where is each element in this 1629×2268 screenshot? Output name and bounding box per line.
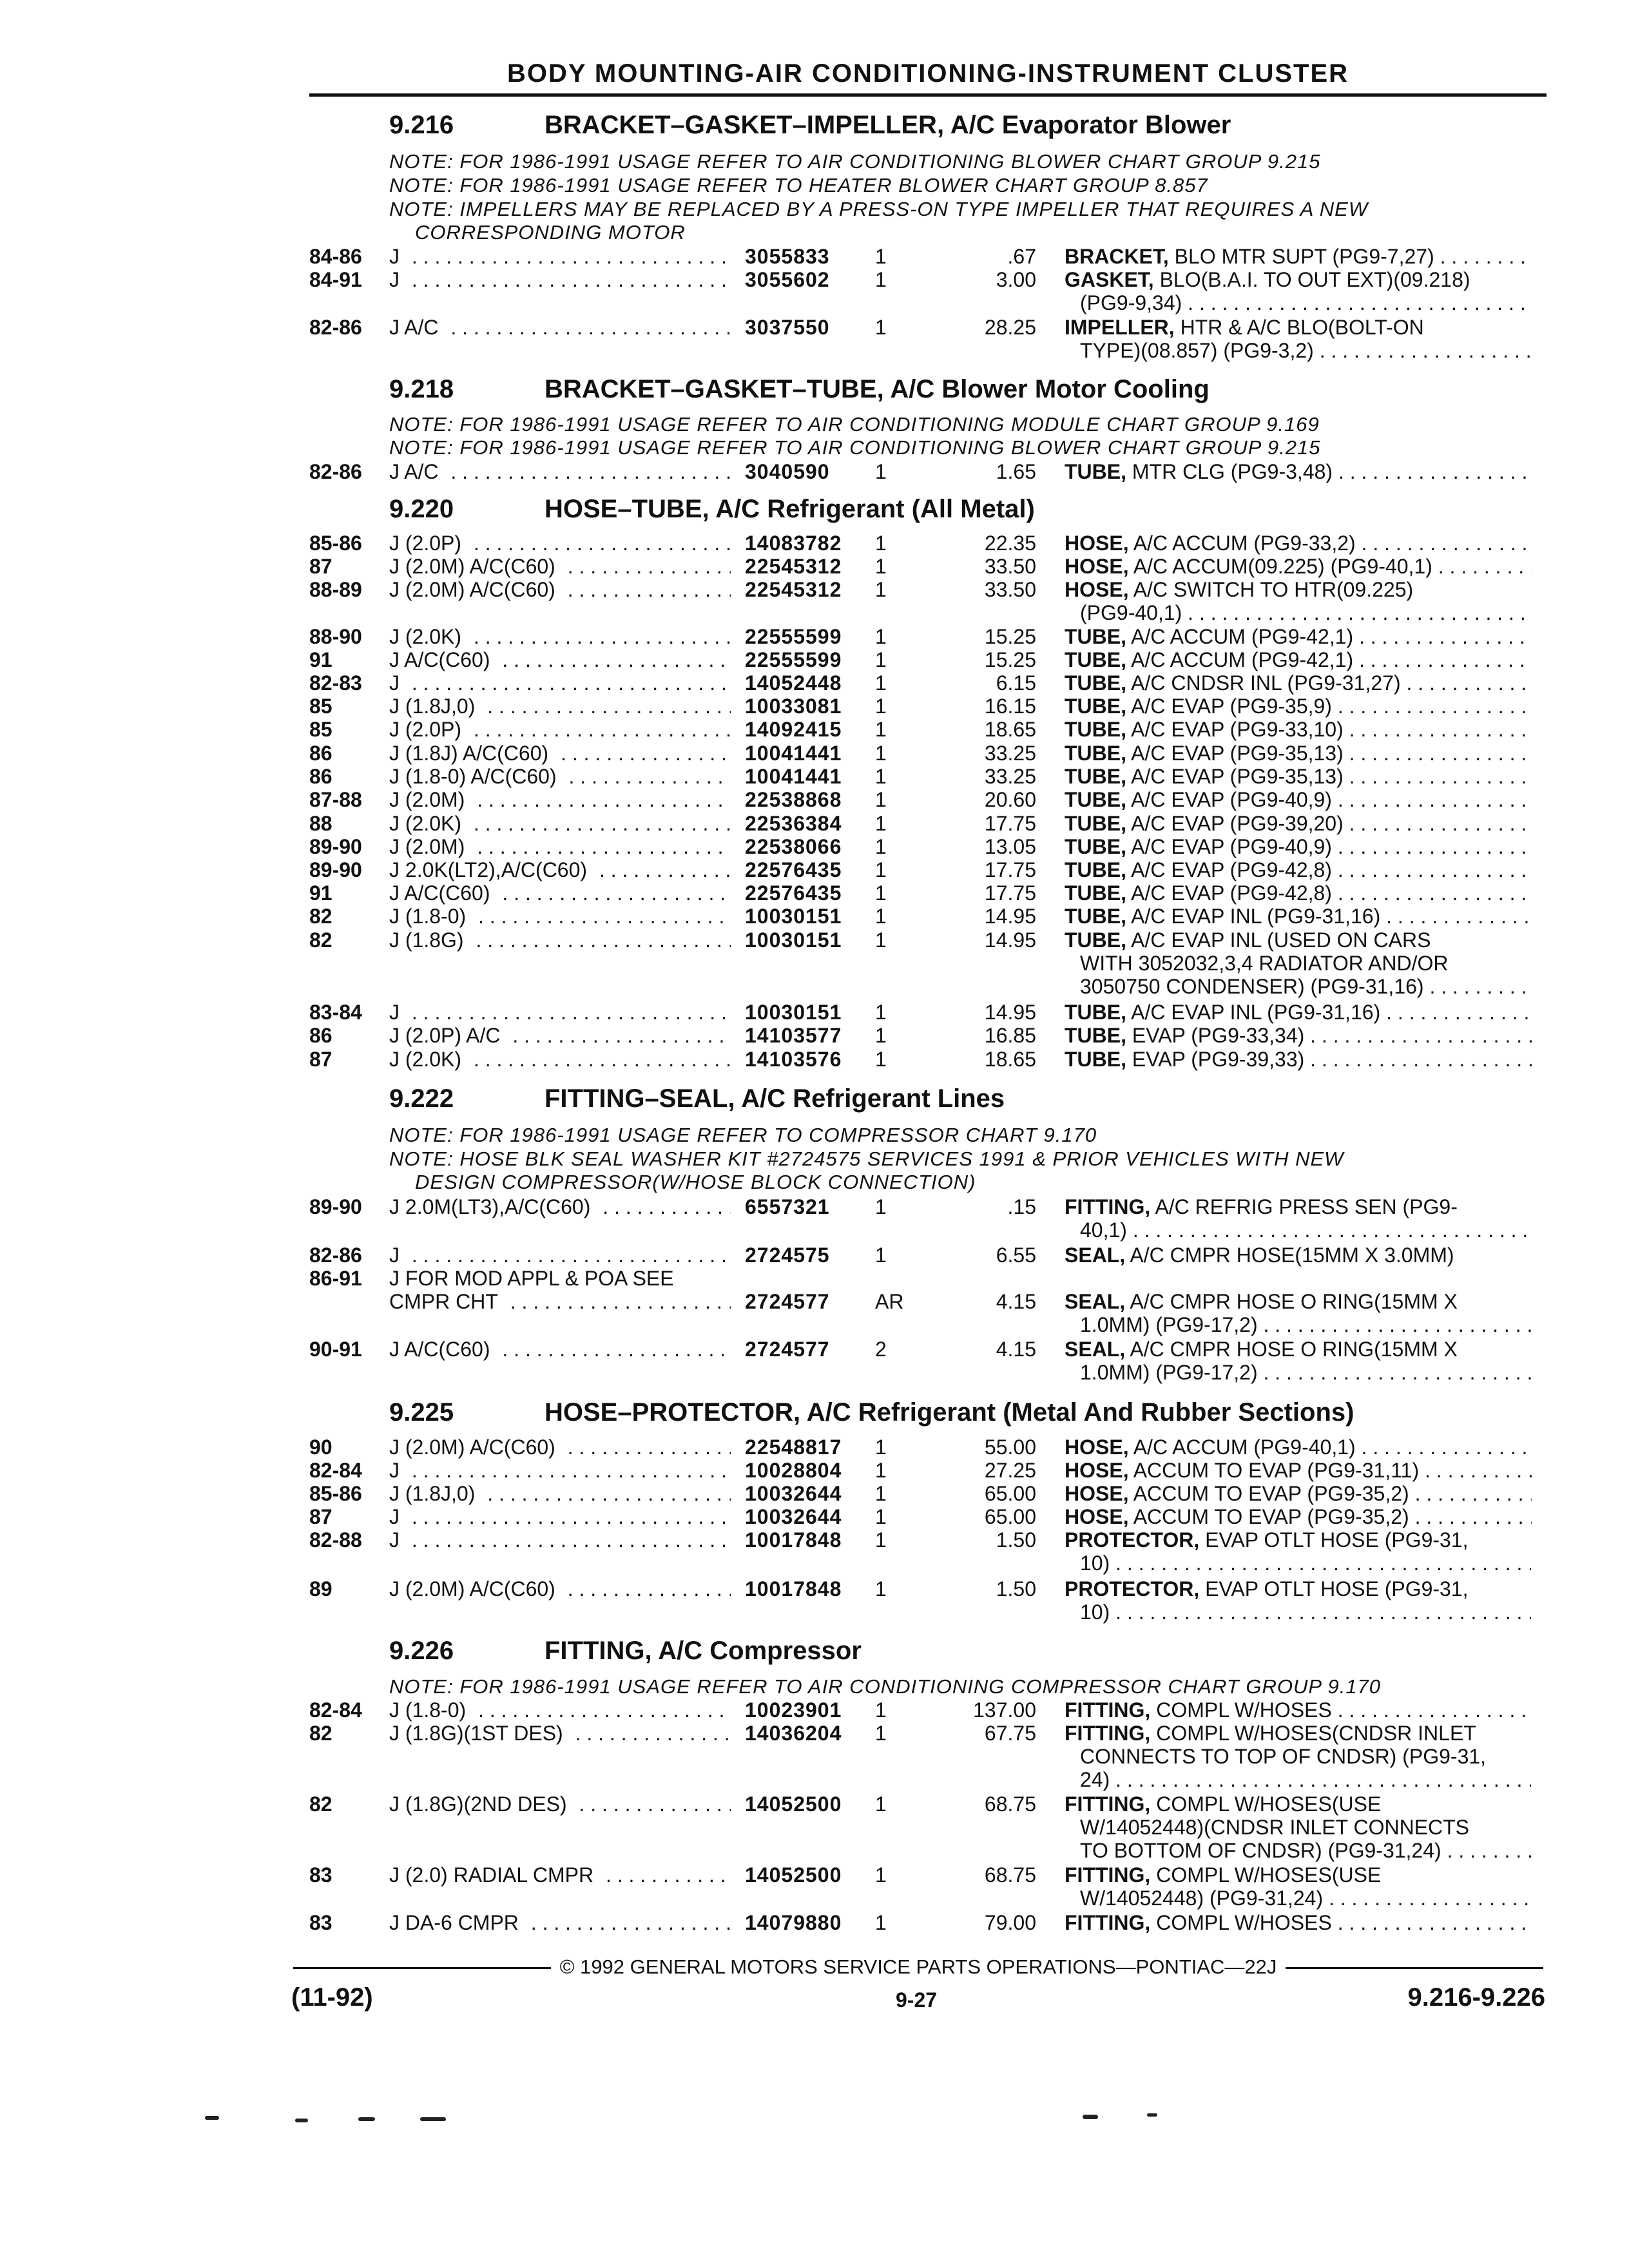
price: 28.25	[984, 316, 1036, 339]
section-number: 9.222	[389, 1084, 454, 1113]
part-number: 10030151	[745, 928, 842, 952]
year-range: 86	[309, 765, 333, 788]
quantity: 1	[875, 532, 887, 555]
model: J (2.0M) . . .	[389, 788, 731, 811]
description: TUBE, A/C ACCUM (PG9-42,1) . . .	[1065, 648, 1532, 671]
part-number: 10041441	[745, 742, 842, 765]
part-number: 22576435	[745, 858, 842, 881]
description: TUBE, MTR CLG (PG9-3,48) . . .	[1065, 460, 1532, 483]
description-continued: WITH 3052032,3,4 RADIATOR AND/OR	[1080, 952, 1449, 975]
year-range: 90-91	[309, 1338, 362, 1361]
year-range: 87	[309, 1048, 333, 1071]
year-range: 82-84	[309, 1459, 362, 1482]
model: J . . .	[389, 1505, 731, 1528]
model: J (2.0P) A/C . . .	[389, 1024, 731, 1047]
part-number: 10032644	[745, 1482, 842, 1505]
model: J (2.0M) . . .	[389, 835, 731, 858]
price: 33.50	[984, 555, 1036, 578]
description: TUBE, EVAP (PG9-33,34) . . .	[1065, 1024, 1532, 1047]
part-number: 10028804	[745, 1459, 842, 1482]
model: J . . .	[389, 1459, 731, 1482]
description: HOSE, ACCUM TO EVAP (PG9-35,2) . . .	[1065, 1482, 1532, 1505]
quantity: 1	[875, 835, 887, 858]
description: BRACKET, BLO MTR SUPT (PG9-7,27) . . .	[1065, 245, 1532, 268]
description-continued: (PG9-40,1) . . .	[1080, 601, 1531, 624]
description: TUBE, A/C EVAP (PG9-39,20) . . .	[1065, 812, 1532, 835]
year-range: 87	[309, 1505, 333, 1528]
quantity: 1	[875, 1459, 887, 1482]
description: FITTING, A/C REFRIG PRESS SEN (PG9-	[1065, 1195, 1458, 1218]
model: J A/C(C60) . . .	[389, 648, 731, 671]
year-range: 85-86	[309, 532, 362, 555]
price: 20.60	[984, 788, 1036, 811]
quantity: 1	[875, 1482, 887, 1505]
price: 14.95	[984, 905, 1036, 928]
year-range: 91	[309, 648, 333, 671]
model: J (2.0M) A/C(C60) . . .	[389, 578, 731, 601]
description: GASKET, BLO(B.A.I. TO OUT EXT)(09.218)	[1065, 268, 1470, 291]
section-title: HOSE–TUBE, A/C Refrigerant (All Metal)	[545, 495, 1035, 523]
quantity: 1	[875, 812, 887, 835]
price: 6.55	[996, 1244, 1036, 1267]
page-header: BODY MOUNTING-AIR CONDITIONING-INSTRUMENT CLUSTER	[506, 59, 1349, 88]
year-range: 82	[309, 905, 333, 928]
part-number: 22555599	[745, 648, 842, 671]
quantity: 1	[875, 1001, 887, 1024]
part-number: 3055602	[745, 268, 830, 291]
price: 33.25	[984, 742, 1036, 765]
year-range: 89-90	[309, 835, 362, 858]
year-range: 84-91	[309, 268, 362, 291]
quantity: 2	[875, 1338, 887, 1361]
description: TUBE, A/C CNDSR INL (PG9-31,27) . . .	[1065, 671, 1532, 695]
note: NOTE: FOR 1986-1991 USAGE REFER TO AIR CONDITIONING COMPRESSOR CHART GROUP 9.170	[389, 1675, 1382, 1698]
year-range: 83-84	[309, 1001, 362, 1024]
part-number: 14052448	[745, 671, 842, 695]
model: J A/C(C60) . . .	[389, 881, 731, 905]
price: 15.25	[984, 625, 1036, 648]
model: J (1.8G)(2ND DES) . . .	[389, 1792, 731, 1816]
model: J . . .	[389, 1528, 731, 1552]
price: 55.00	[984, 1436, 1036, 1459]
section-number: 9.226	[389, 1637, 454, 1665]
quantity: 1	[875, 881, 887, 905]
model: J (1.8J) A/C(C60) . . .	[389, 742, 731, 765]
scan-smudge	[1147, 2113, 1157, 2117]
price: 68.75	[984, 1792, 1036, 1816]
price: 14.95	[984, 1001, 1036, 1024]
model: J (2.0M) A/C(C60) . . .	[389, 1577, 731, 1600]
description: PROTECTOR, EVAP OTLT HOSE (PG9-31,	[1065, 1528, 1469, 1552]
scan-smudge	[205, 2116, 219, 2120]
description: HOSE, A/C ACCUM(09.225) (PG9-40,1) . . .	[1065, 555, 1532, 578]
quantity: 1	[875, 578, 887, 601]
price: 15.25	[984, 648, 1036, 671]
model: J (2.0P) . . .	[389, 718, 731, 741]
quantity: 1	[875, 1698, 887, 1722]
year-range: 88	[309, 812, 333, 835]
description: FITTING, COMPL W/HOSES . . .	[1065, 1698, 1532, 1722]
price: 3.00	[996, 268, 1036, 291]
part-number: 10017848	[745, 1577, 842, 1600]
note: NOTE: FOR 1986-1991 USAGE REFER TO AIR CONDITIONING MODULE CHART GROUP 9.169	[389, 413, 1320, 436]
description: FITTING, COMPL W/HOSES . . .	[1065, 1911, 1532, 1934]
year-range: 82-83	[309, 671, 362, 695]
description: TUBE, A/C EVAP INL (PG9-31,16) . . .	[1065, 1001, 1532, 1024]
quantity: 1	[875, 671, 887, 695]
price: 18.65	[984, 718, 1036, 741]
model: J (1.8G)(1ST DES) . . .	[389, 1722, 731, 1745]
price: 4.15	[996, 1290, 1036, 1313]
model: J . . .	[389, 245, 731, 268]
price: 65.00	[984, 1505, 1036, 1528]
model: J 2.0M(LT3),A/C(C60) . . .	[389, 1195, 731, 1218]
price: 1.65	[996, 460, 1036, 483]
price: 68.75	[984, 1863, 1036, 1887]
price: .15	[1007, 1195, 1036, 1218]
quantity: 1	[875, 625, 887, 648]
price: 14.95	[984, 928, 1036, 952]
part-number: 3037550	[745, 316, 830, 339]
section-title: FITTING, A/C Compressor	[545, 1637, 862, 1665]
year-range: 82	[309, 928, 333, 952]
price: 18.65	[984, 1048, 1036, 1071]
model: J (2.0P) . . .	[389, 532, 731, 555]
price: 4.15	[996, 1338, 1036, 1361]
price: 137.00	[973, 1698, 1036, 1722]
year-range: 91	[309, 881, 333, 905]
quantity: 1	[875, 648, 887, 671]
year-range: 82-86	[309, 316, 362, 339]
year-range: 84-86	[309, 245, 362, 268]
price: 79.00	[984, 1911, 1036, 1934]
note: NOTE: IMPELLERS MAY BE REPLACED BY A PRESS-ON TYPE IMPELLER THAT REQUIRES A NEW	[389, 198, 1369, 220]
part-number: 2724577	[745, 1338, 830, 1361]
scan-smudge	[295, 2119, 308, 2122]
note: CORRESPONDING MOTOR	[415, 221, 686, 244]
header-rule	[309, 93, 1547, 97]
note: NOTE: FOR 1986-1991 USAGE REFER TO HEATER BLOWER CHART GROUP 8.857	[389, 174, 1208, 197]
model: J (2.0K) . . .	[389, 1048, 731, 1071]
quantity: 1	[875, 1024, 887, 1047]
section-number: 9.218	[389, 375, 454, 403]
year-range: 85-86	[309, 1482, 362, 1505]
year-range: 89-90	[309, 1195, 362, 1218]
description: TUBE, A/C EVAP (PG9-35,13) . . .	[1065, 742, 1532, 765]
part-number: 3055833	[745, 245, 830, 268]
footer-page-number: 9-27	[896, 1988, 938, 2012]
model: J A/C . . .	[389, 316, 731, 339]
description: HOSE, ACCUM TO EVAP (PG9-31,11) . . .	[1065, 1459, 1532, 1482]
scan-smudge	[420, 2117, 446, 2121]
footer-copyright: © 1992 GENERAL MOTORS SERVICE PARTS OPERATIONS—PONTIAC—22J	[293, 1956, 1543, 1979]
model: J (1.8-0) . . .	[389, 905, 731, 928]
part-number: 22545312	[745, 555, 842, 578]
quantity: 1	[875, 765, 887, 788]
description: HOSE, ACCUM TO EVAP (PG9-35,2) . . .	[1065, 1505, 1532, 1528]
model: J . . .	[389, 1001, 731, 1024]
quantity: 1	[875, 1911, 887, 1934]
description-continued: 1.0MM) (PG9-17,2) . . .	[1080, 1361, 1531, 1384]
part-number: 14079880	[745, 1911, 842, 1934]
model: J (2.0M) A/C(C60) . . .	[389, 555, 731, 578]
year-range: 88-89	[309, 578, 362, 601]
model: J (1.8-0) A/C(C60) . . .	[389, 765, 731, 788]
model: J . . .	[389, 671, 731, 695]
year-range: 86	[309, 1024, 333, 1047]
note: DESIGN COMPRESSOR(W/HOSE BLOCK CONNECTION)	[415, 1171, 976, 1193]
description: TUBE, A/C EVAP (PG9-40,9) . . .	[1065, 835, 1532, 858]
part-number: 10032644	[745, 1505, 842, 1528]
quantity: 1	[875, 268, 887, 291]
description-continued: 3050750 CONDENSER) (PG9-31,16) . . .	[1080, 975, 1531, 998]
year-range: 83	[309, 1911, 333, 1934]
quantity: 1	[875, 555, 887, 578]
description: TUBE, A/C ACCUM (PG9-42,1) . . .	[1065, 625, 1532, 648]
description: TUBE, A/C EVAP INL (PG9-31,16) . . .	[1065, 905, 1532, 928]
part-number: 10023901	[745, 1698, 842, 1722]
description-continued: 40,1) . . .	[1080, 1218, 1531, 1242]
scan-smudge	[1083, 2115, 1098, 2119]
price: 33.50	[984, 578, 1036, 601]
price: 67.75	[984, 1722, 1036, 1745]
scan-smudge	[358, 2117, 375, 2121]
part-number: 10030151	[745, 905, 842, 928]
year-range: 83	[309, 1863, 333, 1887]
price: 6.15	[996, 671, 1036, 695]
part-number: 22538066	[745, 835, 842, 858]
description: TUBE, A/C EVAP (PG9-42,8) . . .	[1065, 858, 1532, 881]
model: J A/C . . .	[389, 460, 731, 483]
quantity: 1	[875, 695, 887, 718]
description: TUBE, A/C EVAP (PG9-35,13) . . .	[1065, 765, 1532, 788]
quantity: 1	[875, 1436, 887, 1459]
model: J . . .	[389, 1244, 731, 1267]
quantity: 1	[875, 928, 887, 952]
model: J (1.8-0) . . .	[389, 1698, 731, 1722]
model: J . . .	[389, 268, 731, 291]
section-title: BRACKET–GASKET–IMPELLER, A/C Evaporator Blower	[545, 111, 1231, 139]
quantity: 1	[875, 1505, 887, 1528]
description: TUBE, A/C EVAP (PG9-35,9) . . .	[1065, 695, 1532, 718]
description: SEAL, A/C CMPR HOSE O RING(15MM X	[1065, 1290, 1458, 1313]
description: TUBE, A/C EVAP INL (USED ON CARS	[1065, 928, 1431, 952]
description: TUBE, A/C EVAP (PG9-42,8) . . .	[1065, 881, 1532, 905]
quantity: 1	[875, 1722, 887, 1745]
description-continued: W/14052448) (PG9-31,24) . . .	[1080, 1887, 1531, 1910]
part-number: 10033081	[745, 695, 842, 718]
note: NOTE: FOR 1986-1991 USAGE REFER TO AIR CONDITIONING BLOWER CHART GROUP 9.215	[389, 150, 1321, 173]
model-continued: CMPR CHT . . .	[389, 1290, 731, 1313]
description-continued: 10) . . .	[1080, 1552, 1531, 1575]
section-number: 9.225	[389, 1398, 454, 1427]
model: J DA-6 CMPR . . .	[389, 1911, 731, 1934]
quantity: 1	[875, 1048, 887, 1071]
description: HOSE, A/C SWITCH TO HTR(09.225)	[1065, 578, 1414, 601]
quantity: 1	[875, 1863, 887, 1887]
year-range: 82-88	[309, 1528, 362, 1552]
quantity: 1	[875, 316, 887, 339]
footer-date-code: (11-92)	[291, 1983, 373, 2012]
part-number: 22576435	[745, 881, 842, 905]
price: 16.85	[984, 1024, 1036, 1047]
price: 65.00	[984, 1482, 1036, 1505]
model: J (2.0K) . . .	[389, 812, 731, 835]
quantity: 1	[875, 460, 887, 483]
note: NOTE: HOSE BLK SEAL WASHER KIT #2724575 SERVICES 1991 & PRIOR VEHICLES WITH NEW	[389, 1148, 1344, 1170]
description: HOSE, A/C ACCUM (PG9-33,2) . . .	[1065, 532, 1532, 555]
description-continued: 1.0MM) (PG9-17,2) . . .	[1080, 1313, 1531, 1336]
year-range: 89-90	[309, 858, 362, 881]
model: J (1.8J,0) . . .	[389, 695, 731, 718]
model: J A/C(C60) . . .	[389, 1338, 731, 1361]
price: 1.50	[996, 1577, 1036, 1600]
model: J (2.0) RADIAL CMPR . . .	[389, 1863, 731, 1887]
description-continued: CONNECTS TO TOP OF CNDSR) (PG9-31,	[1080, 1745, 1487, 1768]
quantity: 1	[875, 245, 887, 268]
model: J (1.8G) . . .	[389, 928, 731, 952]
description-continued: TO BOTTOM OF CNDSR) (PG9-31,24) . . .	[1080, 1839, 1531, 1862]
part-number: 14052500	[745, 1792, 842, 1816]
description: FITTING, COMPL W/HOSES(CNDSR INLET	[1065, 1722, 1476, 1745]
price: 17.75	[984, 812, 1036, 835]
price: 22.35	[984, 532, 1036, 555]
year-range: 82	[309, 1792, 333, 1816]
description-continued: (PG9-9,34) . . .	[1080, 291, 1531, 314]
part-number: 2724575	[745, 1244, 830, 1267]
footer-group-range: 9.216-9.226	[1407, 1983, 1545, 2012]
year-range: 87	[309, 555, 333, 578]
part-number: 14036204	[745, 1722, 842, 1745]
description-continued: 10) . . .	[1080, 1600, 1531, 1624]
part-number: 10041441	[745, 765, 842, 788]
description-continued: W/14052448)(CNDSR INLET CONNECTS	[1080, 1816, 1470, 1839]
part-number: 14052500	[745, 1863, 842, 1887]
price: 13.05	[984, 835, 1036, 858]
description: FITTING, COMPL W/HOSES(USE	[1065, 1863, 1382, 1887]
quantity: 1	[875, 1244, 887, 1267]
price: 1.50	[996, 1528, 1036, 1552]
description: HOSE, A/C ACCUM (PG9-40,1) . . .	[1065, 1436, 1532, 1459]
part-number: 22536384	[745, 812, 842, 835]
part-number: 14083782	[745, 532, 842, 555]
year-range: 89	[309, 1577, 333, 1600]
part-number: 14103576	[745, 1048, 842, 1071]
year-range: 82	[309, 1722, 333, 1745]
quantity: 1	[875, 788, 887, 811]
year-range: 82-84	[309, 1698, 362, 1722]
section-title: FITTING–SEAL, A/C Refrigerant Lines	[545, 1084, 1005, 1113]
note: NOTE: FOR 1986-1991 USAGE REFER TO COMPRESSOR CHART 9.170	[389, 1124, 1097, 1146]
description: IMPELLER, HTR & A/C BLO(BOLT-ON	[1065, 316, 1424, 339]
description: TUBE, A/C EVAP (PG9-40,9) . . .	[1065, 788, 1532, 811]
model: J 2.0K(LT2),A/C(C60) . . .	[389, 858, 731, 881]
part-number: 22548817	[745, 1436, 842, 1459]
year-range: 90	[309, 1436, 333, 1459]
section-title: HOSE–PROTECTOR, A/C Refrigerant (Metal And Rubber Sections)	[545, 1398, 1354, 1427]
model: J (2.0M) A/C(C60) . . .	[389, 1436, 731, 1459]
price: 16.15	[984, 695, 1036, 718]
quantity: 1	[875, 858, 887, 881]
model: J (1.8J,0) . . .	[389, 1482, 731, 1505]
price: 27.25	[984, 1459, 1036, 1482]
part-number: 6557321	[745, 1195, 830, 1218]
price: .67	[1007, 245, 1036, 268]
part-number: 3040590	[745, 460, 830, 483]
year-range: 82-86	[309, 1244, 362, 1267]
quantity: 1	[875, 905, 887, 928]
part-number: 22545312	[745, 578, 842, 601]
description: SEAL, A/C CMPR HOSE O RING(15MM X	[1065, 1338, 1458, 1361]
model: J FOR MOD APPL & POA SEE	[389, 1267, 674, 1290]
section-title: BRACKET–GASKET–TUBE, A/C Blower Motor Cooling	[545, 375, 1210, 403]
section-number: 9.216	[389, 111, 454, 139]
price: 17.75	[984, 858, 1036, 881]
part-number: 10030151	[745, 1001, 842, 1024]
part-number: 14103577	[745, 1024, 842, 1047]
model: J (2.0K) . . .	[389, 625, 731, 648]
price: 17.75	[984, 881, 1036, 905]
part-number: 14092415	[745, 718, 842, 741]
part-number: 10017848	[745, 1528, 842, 1552]
note: NOTE: FOR 1986-1991 USAGE REFER TO AIR CONDITIONING BLOWER CHART GROUP 9.215	[389, 436, 1321, 459]
year-range: 86-91	[309, 1267, 362, 1290]
quantity: 1	[875, 742, 887, 765]
quantity: 1	[875, 1528, 887, 1552]
description: TUBE, A/C EVAP (PG9-33,10) . . .	[1065, 718, 1532, 741]
description: PROTECTOR, EVAP OTLT HOSE (PG9-31,	[1065, 1577, 1469, 1600]
section-number: 9.220	[389, 495, 454, 523]
description: FITTING, COMPL W/HOSES(USE	[1065, 1792, 1382, 1816]
year-range: 86	[309, 742, 333, 765]
description-continued: TYPE)(08.857) (PG9-3,2) . . .	[1080, 339, 1531, 362]
year-range: 85	[309, 695, 333, 718]
quantity: 1	[875, 1577, 887, 1600]
part-number: 2724577	[745, 1290, 830, 1313]
description-continued: 24) . . .	[1080, 1768, 1531, 1791]
part-number: 22555599	[745, 625, 842, 648]
year-range: 88-90	[309, 625, 362, 648]
year-range: 85	[309, 718, 333, 741]
quantity: AR	[875, 1290, 904, 1313]
description: SEAL, A/C CMPR HOSE(15MM X 3.0MM)	[1065, 1244, 1454, 1267]
year-range: 87-88	[309, 788, 362, 811]
quantity: 1	[875, 1195, 887, 1218]
description: TUBE, EVAP (PG9-39,33) . . .	[1065, 1048, 1532, 1071]
part-number: 22538868	[745, 788, 842, 811]
price: 33.25	[984, 765, 1036, 788]
quantity: 1	[875, 718, 887, 741]
year-range: 82-86	[309, 460, 362, 483]
quantity: 1	[875, 1792, 887, 1816]
